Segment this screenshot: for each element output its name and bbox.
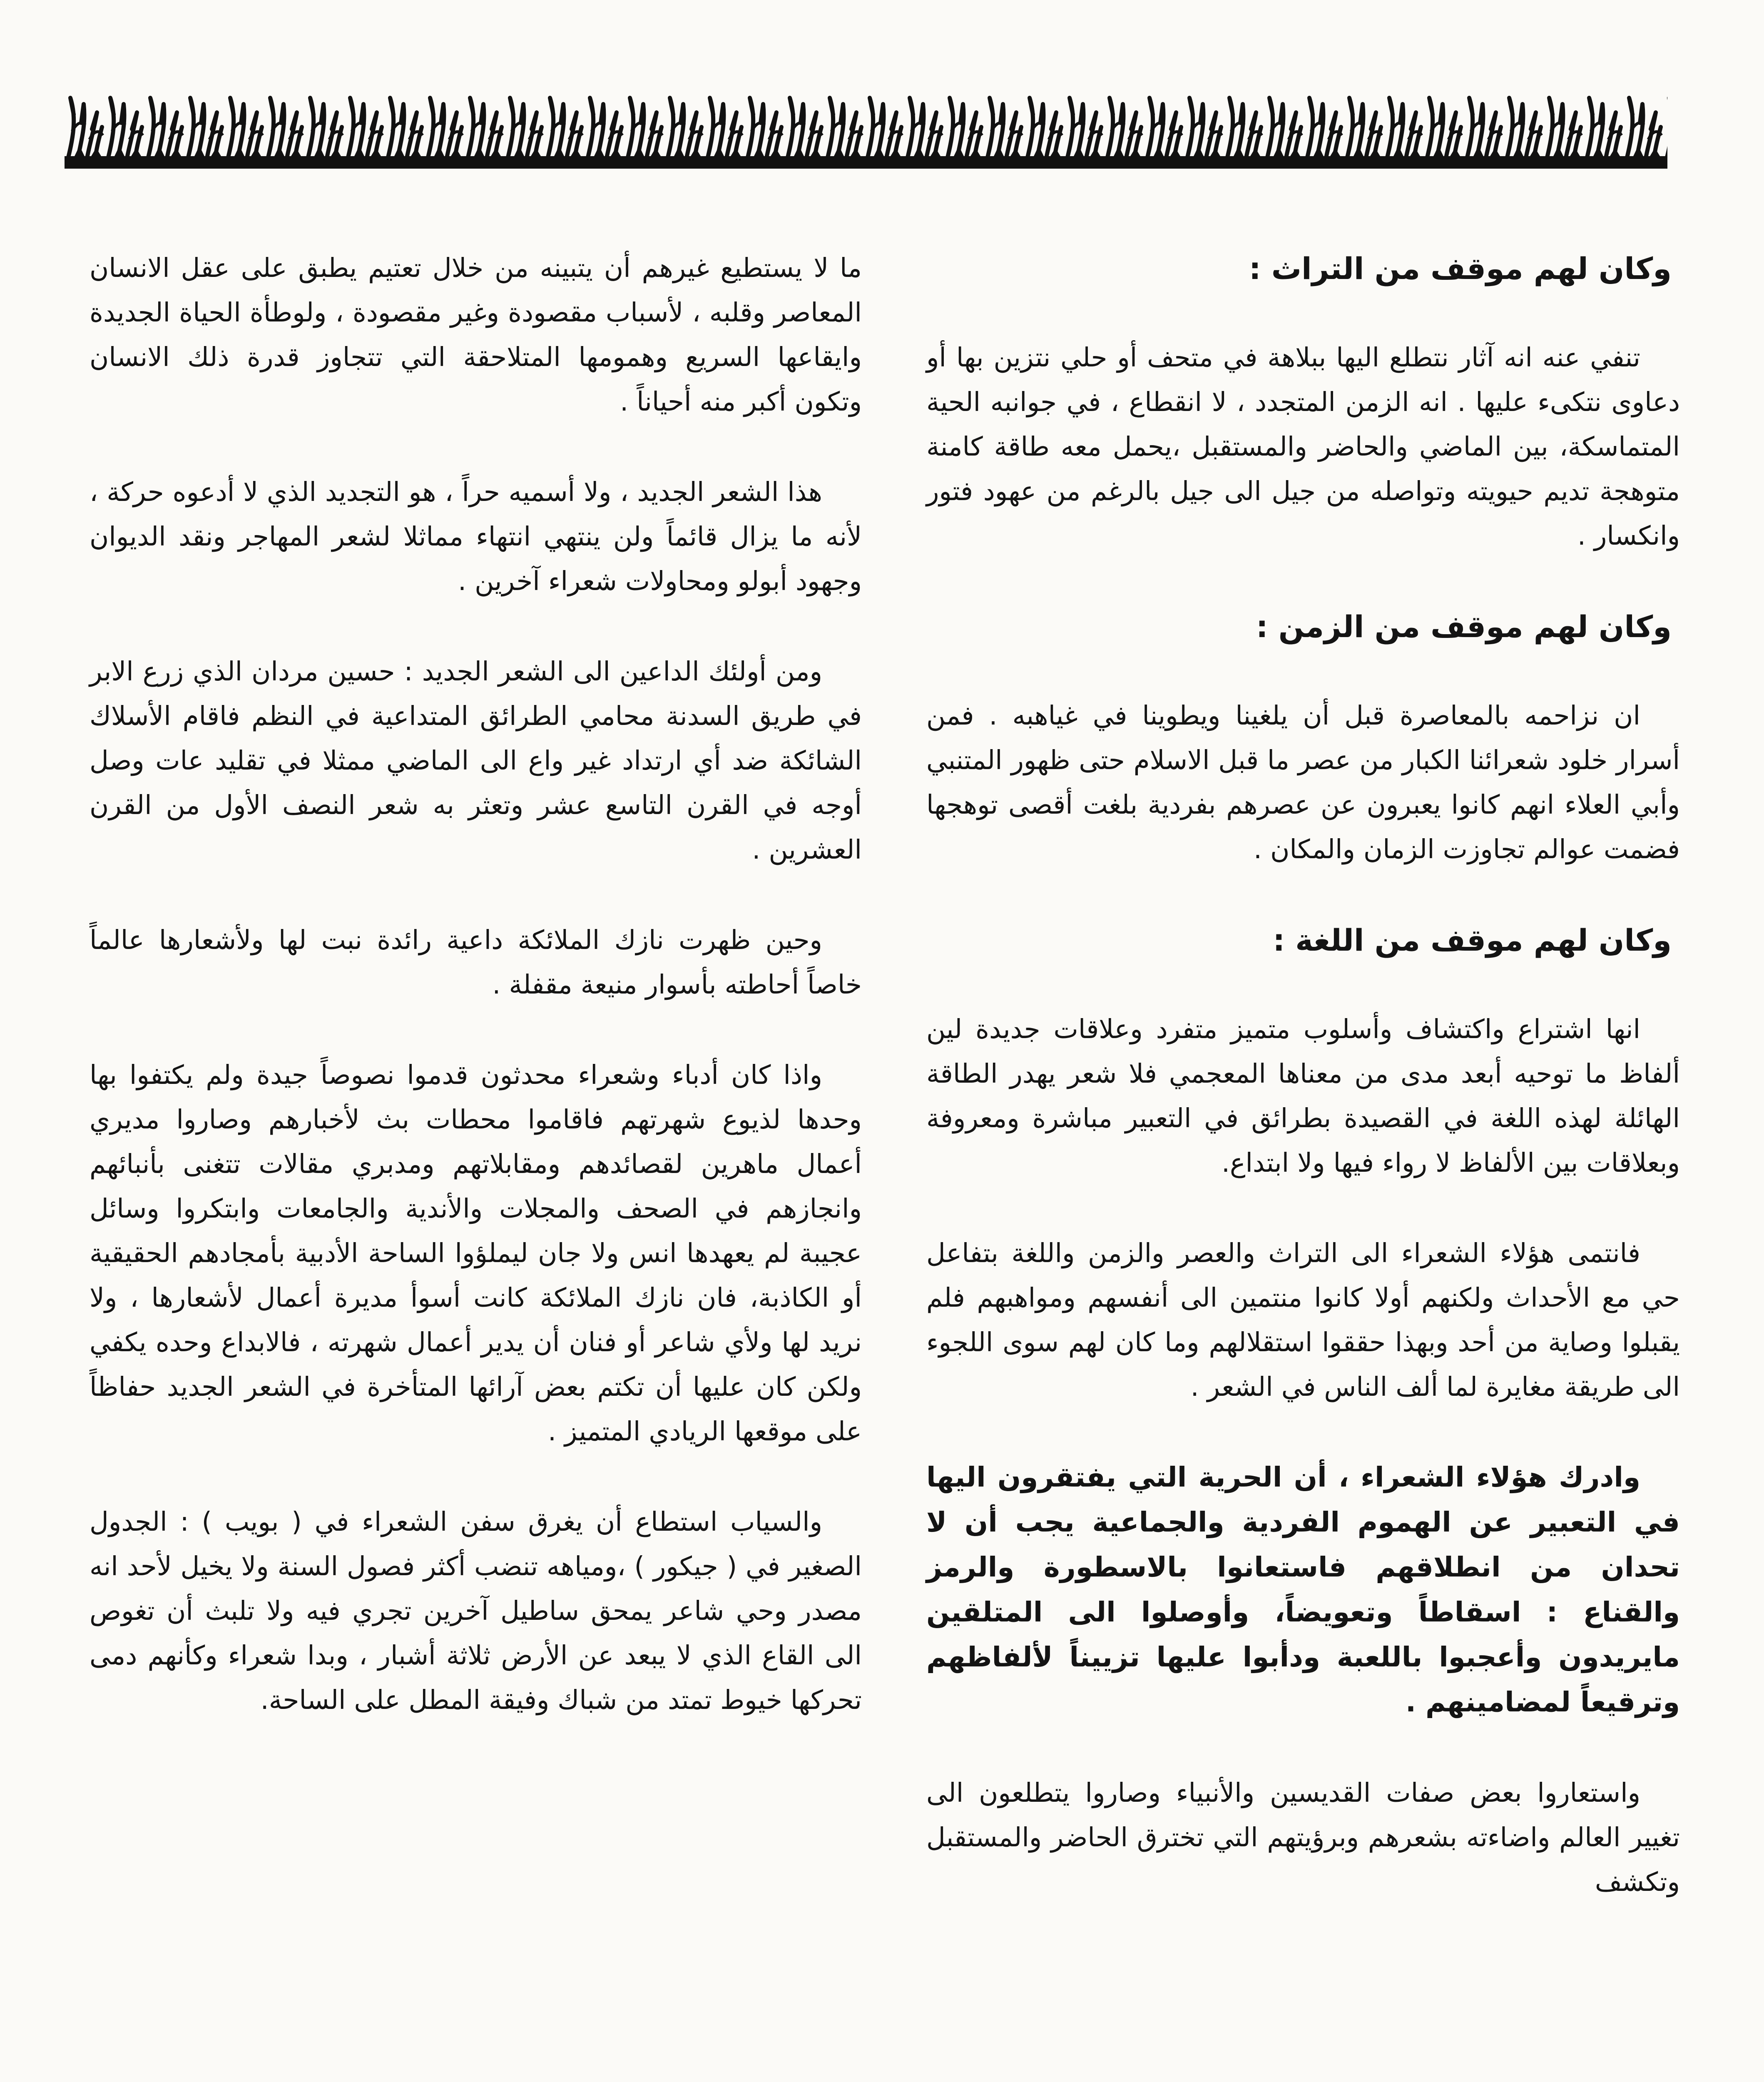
- paragraph: انها اشتراع واكتشاف وأسلوب متميز متفرد وعلاقات جديدة لين ألفاظ ما توحيه أبعد مدى من معناها المعجمي فلا شعر يهدر الطاقة الهائلة لهذه اللغة في القصيدة بطرائق في التعبير مباشرة ومعروفة وبعلاقات بين الألفاظ لا رواء فيها ولا ابتداع.: [926, 1014, 1680, 1178]
- section-heading-heritage: وكان لهم موقف من التراث :: [1249, 251, 1672, 286]
- section-heading-language: وكان لهم موقف من اللغة :: [1273, 923, 1672, 958]
- ornament-graphic: [65, 90, 1667, 173]
- paragraph: واذا كان أدباء وشعراء محدثون قدموا نصوصاً جيدة ولم يكتفوا بها وحدها لذيوع شهرتهم فاقاموا محطات بث لأخبارهم وصاروا مديري أعمال ماهرين لقصائدهم ومقابلاتهم ومدبري مقالات تتغنى بأنبائهم وانجازهم في الصحف والمجلات والأندية والجامعات وابتكروا وسائل عجيبة لم يعهدها انس ولا جان ليملؤوا الساحة الأدبية بأمجادهم الحقيقية أو الكاذبة، فان نازك الملائكة كانت أسوأ مديرة أعمال لأشعارها ، ولا نريد لها ولأي شاعر أو فنان أن يدير أعمال شهرته ، فالابداع وحده يكفي ولكن كان عليها أن تكتم بعض آرائها المتأخرة في الشعر الجديد حفاظاً على موقعها الريادي المتميز .: [90, 1060, 862, 1447]
- section-heading-time: وكان لهم موقف من الزمن :: [1256, 609, 1672, 644]
- paragraph: هذا الشعر الجديد ، ولا أسميه حراً ، هو التجديد الذي لا أدعوه حركة ، لأنه ما يزال قائماً ولن ينتهي انتهاء مماثلا لشعر المهاجر ونقد الديوان وجهود أبولو ومحاولات شعراء آخرين .: [90, 477, 862, 596]
- paragraph: ومن أولئك الداعين الى الشعر الجديد : حسين مردان الذي زرع الابر في طريق السدنة محامي الطرائق المتداعية في النظم فاقام الأسلاك الشائكة ضد أي ارتداد غير واع الى الماضي ممثلا في تقليد عات وصل أوجه في القرن التاسع عشر وتعثر به شعر النصف الأول من القرن العشرين .: [90, 656, 862, 865]
- paragraph: فانتمى هؤلاء الشعراء الى التراث والعصر والزمن واللغة بتفاعل حي مع الأحداث ولكنهم أولا كانوا منتمين الى أنفسهم ومواهبهم فلم يقبلوا وصاية من أحد وبهذا حققوا استقلالهم وما كان لهم سوى اللجوء الى طريقة مغايرة لما ألف الناس في الشعر .: [926, 1238, 1680, 1402]
- bold-paragraph: وادرك هؤلاء الشعراء ، أن الحرية التي يفتقرون اليها في التعبير عن الهموم الفردية والجماعية يجب أن لا تحدان من انطلاقهم فاستعانوا بالاسطورة والرمز والقناع : اسقاطاً وتعويضاً، وأوصلوا الى المتلقين مايريدون وأعجبوا باللعبة ودأبوا عليها تزييناً لألفاظهم وترقيعاً لمضامينهم .: [926, 1461, 1680, 1718]
- paragraph: ما لا يستطيع غيرهم أن يتبينه من خلال تعتيم يطبق على عقل الانسان المعاصر وقلبه ، لأسباب مقصودة وغير مقصودة ، ولوطأة الحياة الجديدة وايقاعها السريع وهمومها المتلاحقة التي تتجاوز قدرة ذلك الانسان وتكون أكبر منه أحياناً .: [90, 253, 862, 417]
- paragraph: وحين ظهرت نازك الملائكة داعية رائدة نبت لها ولأشعارها عالماً خاصاً أحاطته بأسوار منيعة مقفلة .: [90, 925, 862, 1000]
- paragraph: واستعاروا بعض صفات القديسين والأنبياء وصاروا يتطلعون الى تغيير العالم واضاءته بشعرهم وبرؤيتهم التي تخترق الحاضر والمستقبل وتكشف: [926, 1778, 1680, 1897]
- right-column: [926, 246, 1680, 1950]
- paragraph: ان نزاحمه بالمعاصرة قبل أن يلغينا ويطوينا في غياهبه . فمن أسرار خلود شعرائنا الكبار من عصر ما قبل الاسلام حتى ظهور المتنبي وأبي العلاء انهم كانوا يعبرون عن عصرهم بفردية بلغت أقصى توهجها فضمت عوالم تجاوزت الزمان والمكان .: [926, 700, 1680, 864]
- left-column: [90, 246, 862, 1768]
- paragraph: تنفي عنه انه آثار نتطلع اليها ببلاهة في متحف أو حلي نتزين بها أو دعاوى نتكىء عليها . انه الزمن المتجدد ، لا انقطاع ، في جوانبه الحية المتماسكة، بين الماضي والحاضر والمستقبل ،يحمل معه طاقة كامنة متوهجة تديم حيويته وتواصله من جيل الى جيل بالرغم من عهود فتور وانكسار .: [926, 342, 1680, 551]
- ornamental-border: [65, 90, 1667, 173]
- paragraph: والسياب استطاع أن يغرق سفن الشعراء في ( بويب ) : الجدول الصغير في ( جيكور ) ،ومياهه تنضب أكثر فصول السنة ولا يخيل لأحد انه مصدر وحي شاعر يمحق ساطيل آخرين تجري فيه ولا تلبث أن تغوص الى القاع الذي لا يبعد عن الأرض ثلاثة أشبار ، وبدا شعراء وكأنهم دمى تحركها خيوط تمتد من شباك وفيقة المطل على الساحة.: [90, 1507, 862, 1715]
